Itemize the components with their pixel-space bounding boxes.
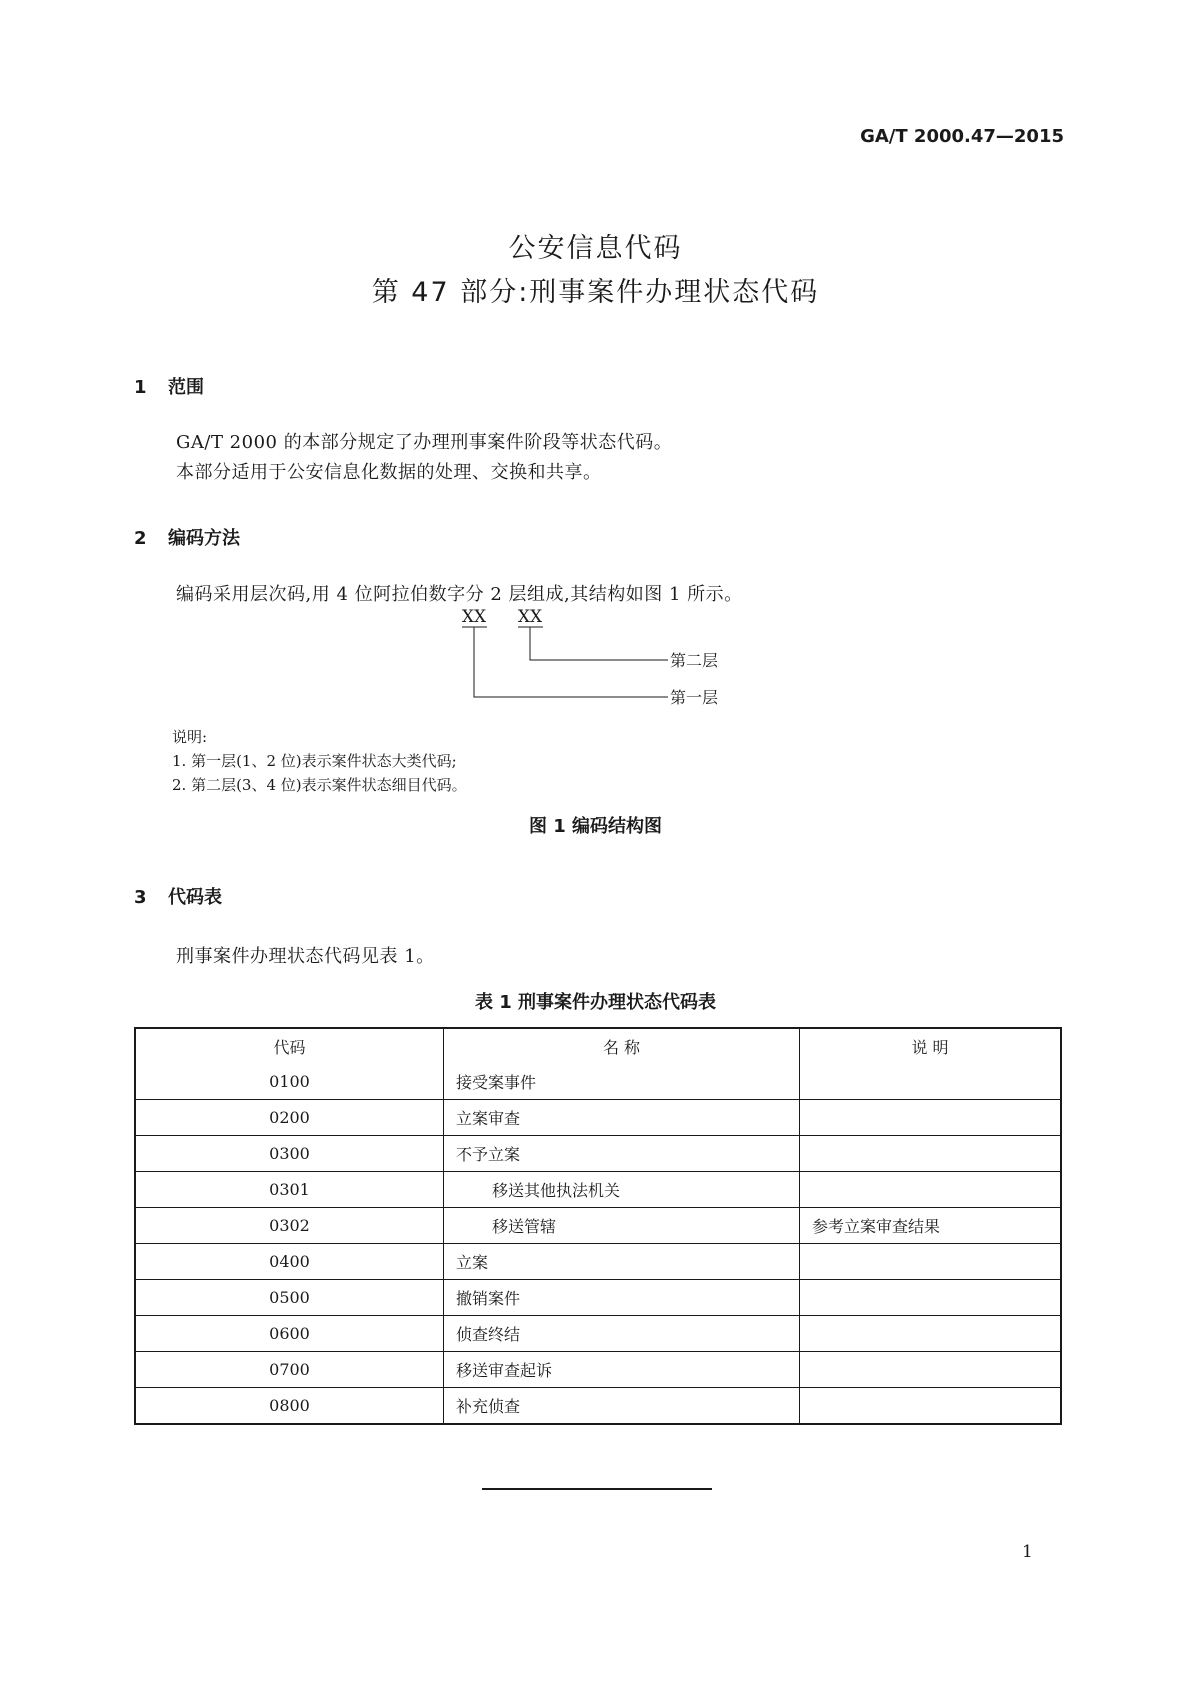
table-row: [135, 1244, 1061, 1280]
end-of-document-rule: [482, 1488, 712, 1490]
section-number: 2: [134, 528, 147, 549]
cell-code: 0500: [135, 1280, 444, 1316]
section-1-para-2: 本部分适用于公安信息化数据的处理、交换和共享。: [176, 462, 602, 483]
table-row: [135, 1352, 1061, 1388]
layer-2-label: 第二层: [670, 651, 719, 670]
section-1-para-1: GA/T 2000 的本部分规定了办理刑事案件阶段等状态代码。: [176, 432, 673, 453]
cell-name: 撤销案件: [444, 1280, 800, 1316]
table-row: [135, 1280, 1061, 1316]
cell-name: 立案: [444, 1244, 800, 1280]
cell-desc: [800, 1100, 1062, 1136]
cell-name: 移送审查起诉: [444, 1352, 800, 1388]
cell-desc: [800, 1244, 1062, 1280]
table-caption: 表 1 刑事案件办理状态代码表: [474, 992, 717, 1013]
doc-title-line2: 第 47 部分:刑事案件办理状态代码: [371, 277, 820, 308]
cell-name: 不予立案: [444, 1136, 800, 1172]
section-number: 1: [134, 377, 147, 398]
cell-desc: [800, 1064, 1062, 1100]
layer-2-connector: [530, 627, 668, 660]
figure-note-2: 2. 第二层(3、4 位)表示案件状态细目代码。: [172, 776, 467, 794]
section-number: 3: [134, 887, 147, 908]
layer-1-label: 第一层: [670, 688, 719, 707]
header-name: 名 称: [444, 1028, 800, 1064]
cell-code: 0301: [135, 1172, 444, 1208]
section-2-para-1: 编码采用层次码,用 4 位阿拉伯数字分 2 层组成,其结构如图 1 所示。: [176, 584, 743, 605]
cell-code: 0100: [269, 1072, 310, 1091]
figure-note-title: 说明:: [172, 728, 208, 746]
cell-code: 0302: [135, 1208, 444, 1244]
table-row: [135, 1136, 1061, 1172]
table-row: [135, 1388, 1061, 1425]
cell-desc: [800, 1172, 1062, 1208]
code-part-2: XX: [517, 607, 543, 627]
cell-name: 立案审查: [444, 1100, 800, 1136]
section-1-heading: [134, 373, 204, 399]
section-title: 范围: [168, 377, 204, 398]
cell-desc: [800, 1316, 1062, 1352]
header-code: 代码: [273, 1038, 306, 1057]
cell-code: 0300: [135, 1136, 444, 1172]
code-structure-diagram: [460, 604, 740, 714]
cell-name: 补充侦查: [444, 1388, 800, 1425]
cell-name: 侦查终结: [444, 1316, 800, 1352]
section-3-para-1: 刑事案件办理状态代码见表 1。: [176, 946, 435, 967]
header-desc: 说 明: [800, 1028, 1062, 1064]
table-row: [135, 1064, 1061, 1100]
cell-code: 0700: [135, 1352, 444, 1388]
doc-title-line1: 公安信息代码: [508, 233, 683, 264]
figure-caption: 图 1 编码结构图: [528, 816, 663, 837]
figure-note-1: 1. 第一层(1、2 位)表示案件状态大类代码;: [172, 752, 457, 770]
table-row: [135, 1208, 1061, 1244]
layer-1-connector: [474, 627, 668, 697]
cell-name: 接受案事件: [444, 1064, 800, 1100]
cell-desc: [800, 1280, 1062, 1316]
table-row: [135, 1316, 1061, 1352]
cell-desc: 参考立案审查结果: [800, 1208, 1062, 1244]
section-title: 代码表: [168, 887, 222, 908]
table-header-row: [135, 1028, 1061, 1064]
cell-desc: [800, 1388, 1062, 1425]
status-code-table: [134, 1027, 1062, 1425]
code-part-1: XX: [461, 607, 487, 627]
page-number: 1: [1022, 1542, 1033, 1562]
standard-code: GA/T 2000.47—2015: [860, 126, 1064, 147]
cell-code: 0800: [135, 1388, 444, 1425]
cell-desc: [800, 1352, 1062, 1388]
table-row: [135, 1172, 1061, 1208]
table-row: [135, 1100, 1061, 1136]
cell-code: 0200: [135, 1100, 444, 1136]
section-title: 编码方法: [168, 528, 240, 549]
cell-name: 移送管辖: [444, 1208, 800, 1244]
cell-code: 0400: [135, 1244, 444, 1280]
cell-name: 移送其他执法机关: [444, 1172, 800, 1208]
cell-code: 0600: [135, 1316, 444, 1352]
section-2-heading: [134, 524, 240, 550]
section-3-heading: [134, 883, 222, 909]
cell-desc: [800, 1136, 1062, 1172]
